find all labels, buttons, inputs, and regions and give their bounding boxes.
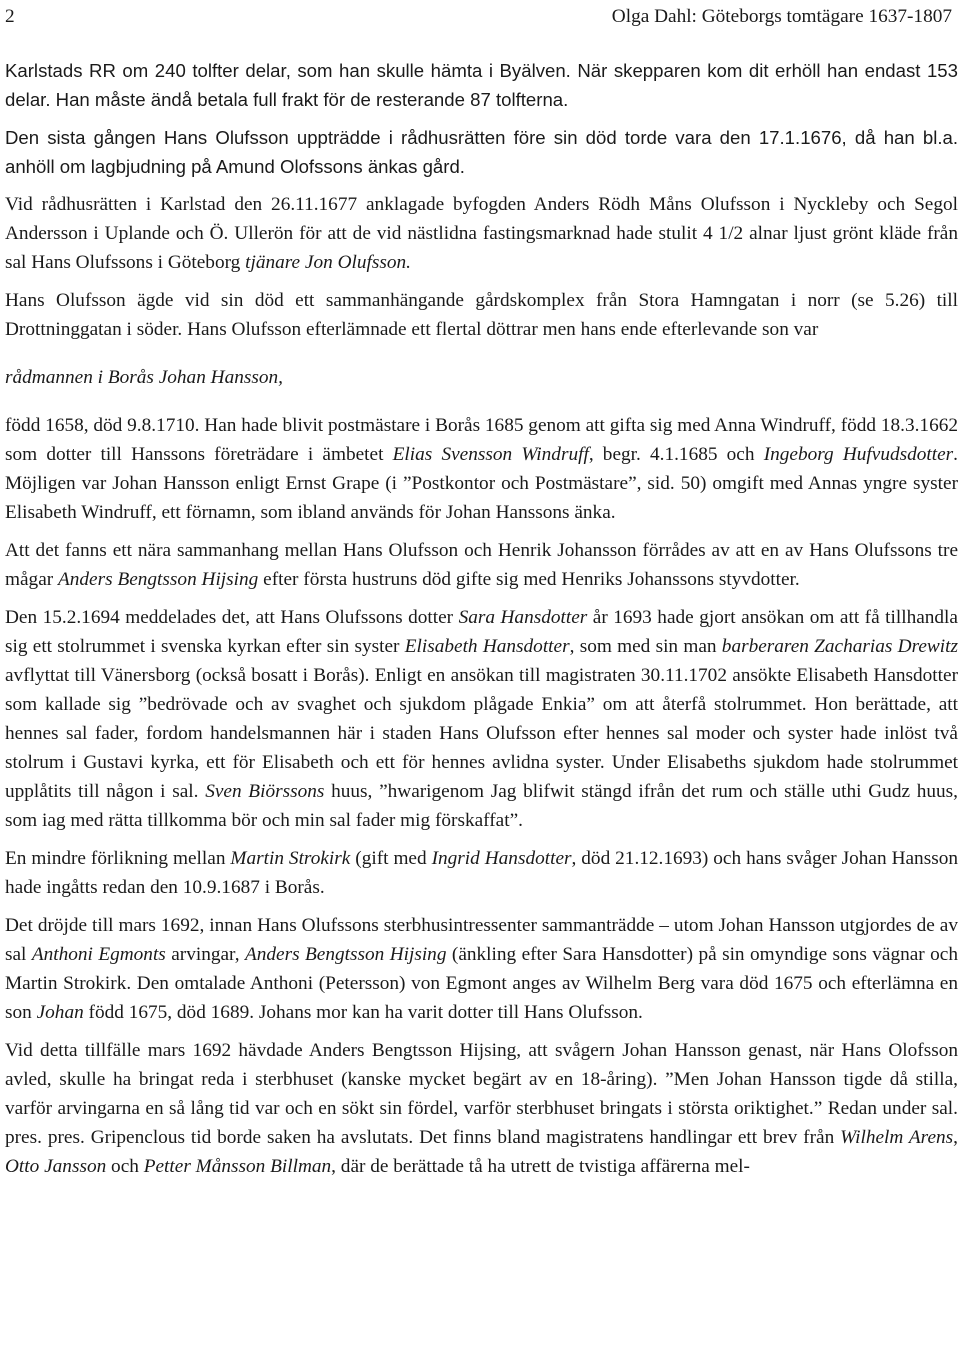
text-segment: Vid detta tillfälle mars 1692 hävdade Anders Bengtsson Hijsing, att svågern Johan Hansson genast, när Hans Olofsson avled, skulle ha bringat reda i sterbhuset (kanske mycket begärt av en 18-åring). ”Men Johan Hansson tigde då stilla, varför arvingarna en så lång tid var och en sökt sin fördel, varför sterbhuset bringats i största oriktighet.” Redan under sal. pres. pres. Gripenclous tid borde saken ha avslutats. Det finns bland magistratens handlingar ett brev från bbox=[5, 1040, 958, 1148]
italic-segment: Martin Strokirk bbox=[230, 848, 351, 869]
text-segment: arvingar, bbox=[165, 944, 245, 965]
text-segment: Vid rådhusrätten i Karlstad den 26.11.1677 anklagade byfogden Anders Rödh Måns Olufsson i Nyckleby och Segol Andersson i Uplande och Ö. Ullerön för att de vid nästlidna fastingsmarknad hade stulit 4 1/2 alnar ljust grönt kläde från sal Hans Olufssons i Göteborg bbox=[5, 194, 958, 273]
page-number: 2 bbox=[5, 6, 15, 27]
text-segment: efter första hustruns död gifte sig med Henriks Johanssons styvdotter. bbox=[258, 569, 800, 590]
italic-segment: Johan bbox=[36, 1002, 84, 1023]
text-segment: , begr. 4.1.1685 och bbox=[588, 444, 764, 465]
text-segment: Hans Olufsson ägde vid sin död ett sammanhängande gårdskomplex från Stora Hamngatan i norr (se 5.26) till Drottninggatan i söder. Hans Olufsson efterlämnade ett flertal döttrar men hans ende efterlevande son var bbox=[5, 290, 958, 340]
italic-segment: Otto Jansson bbox=[5, 1156, 107, 1177]
italic-segment: Ingeborg Hufvudsdotter bbox=[763, 444, 954, 465]
italic-segment: Petter Månsson Billman bbox=[143, 1156, 332, 1177]
text-segment: och bbox=[106, 1156, 144, 1177]
text-segment: Den sista gången Hans Olufsson uppträdde i rådhusrätten före sin död torde vara den 17.1.1676, då han bl.a. anhöll om lagbjudning på Amund Olofssons änkas gård. bbox=[5, 127, 958, 177]
text-segment: , bbox=[953, 1127, 958, 1148]
italic-segment: barberaren Zacharias Drewitz bbox=[721, 636, 958, 657]
paragraph-forlikning bbox=[5, 844, 958, 902]
text-segment: Att det fanns ett nära sammanhang mellan Hans Olufsson och Henrik Johansson förrådes av att en av Hans Olufssons tre mågar bbox=[5, 540, 958, 590]
body-text bbox=[5, 56, 958, 1190]
paragraph-gardskomplex bbox=[5, 286, 958, 344]
text-segment: (gift med bbox=[350, 848, 432, 869]
paragraph-stolrummet bbox=[5, 603, 958, 835]
paragraph-karlstads-rr bbox=[5, 56, 958, 114]
italic-segment: Anthoni Egmonts bbox=[31, 944, 166, 965]
paragraph-sterbhusintressenter bbox=[5, 911, 958, 1027]
text-segment: år 1693 hade gjort ansökan om att få tillhandla sig ett stolrummet i svenska kyrkan efter sin syster bbox=[5, 607, 958, 657]
italic-segment: Elias Svensson Windruff bbox=[392, 444, 589, 465]
text-segment: född 1675, död 1689. Johans mor kan ha varit dotter till Hans Olufsson. bbox=[83, 1002, 643, 1023]
italic-segment: Ingrid Hansdotter bbox=[431, 848, 572, 869]
text-segment: En mindre förlikning mellan bbox=[5, 848, 231, 869]
italic-segment: Sven Biörssons bbox=[205, 781, 325, 802]
paragraph-hijsing bbox=[5, 1036, 958, 1181]
paragraph-radhusratten-karlstad bbox=[5, 190, 958, 277]
text-segment: Det dröjde till mars 1692, innan Hans Olufssons sterbhusintressenter sammanträdde – utom Johan Hansson utgjordes de av sal bbox=[5, 915, 958, 965]
text-segment: född 1658, död 9.8.1710. Han hade blivit postmästare i Borås 1685 genom att gifta sig med Anna Windruff, född 18.3.1662 som dotter till Hanssons företrädare i ämbetet bbox=[5, 415, 958, 465]
text-segment: , där de berättade tå ha utrett de tvistiga affärerna mel- bbox=[331, 1156, 750, 1177]
italic-segment: Sara Hansdotter bbox=[458, 607, 588, 628]
text-segment: Den 15.2.1694 meddelades det, att Hans Olufssons dotter bbox=[5, 607, 459, 628]
text-segment: . Möjligen var Johan Hansson enligt Ernst Grape (i ”Postkontor och Postmästare”, sid. 50) omgift med Annas yngre syster Elisabeth Windruff, ett förnamn, som ibland används för Johan Hanssons änka. bbox=[5, 444, 958, 523]
text-segment: (änkling efter Sara Hansdotter) på sin omyndige sons vägnar och Martin Strokirk. Den omtalade Anthoni (Petersson) von Egmont anges av Wilhelm Berg vara död 1675 och efterlämna en son bbox=[5, 944, 958, 1023]
italic-segment: Anders Bengtsson Hijsing bbox=[244, 944, 447, 965]
italic-segment: rådmannen i Borås Johan Hansson, bbox=[5, 367, 283, 388]
italic-segment: Anders Bengtsson Hijsing bbox=[58, 569, 259, 590]
running-title: Olga Dahl: Göteborgs tomtägare 1637-1807 bbox=[611, 6, 952, 27]
paragraph-sista-gangen bbox=[5, 123, 958, 181]
paragraph-radmannen-heading bbox=[5, 363, 958, 392]
text-segment: huus, ”hwarigenom Jag blifwit stängd ifrån det rum och ställe uthi Gudz huus, som iag med rätta tillkomma bör och min sal fader mig förskaffat”. bbox=[5, 781, 958, 831]
text-segment: avflyttat till Vänersborg (också bosatt i Borås). Enligt en ansökan till magistraten 30.11.1702 ansökte Elisabeth Hansdotter som kallade sig ”bedrövade och av svaghet och sjukdom plågade Enkia” om att återfå stolrummet. Hon berättade, att hennes sal fader, fordom handelsmannen här i staden Hans Olufsson efter hennes sal moder och syster hade inlöst två stolrum i Gustavi kyrka, ett för Elisabeth och ett för hennes avlidna syster. Under Elisabeths sjukdom hade stolrummet upplåtits till någon i sal. bbox=[5, 665, 958, 802]
text-segment: , död 21.12.1693) och hans svåger Johan Hansson hade ingåtts redan den 10.9.1687 i Borås. bbox=[5, 848, 958, 898]
paragraph-postmastare bbox=[5, 411, 958, 527]
italic-segment: Wilhelm Arens bbox=[840, 1127, 954, 1148]
text-segment: Karlstads RR om 240 tolfter delar, som han skulle hämta i Byälven. När skepparen kom dit erhöll han endast 153 delar. Han måste ändå betala full frakt för de resterande 87 tolfterna. bbox=[5, 60, 958, 110]
paragraph-sammanhang bbox=[5, 536, 958, 594]
page-header bbox=[5, 2, 952, 32]
italic-segment: tjänare Jon Olufsson. bbox=[245, 252, 411, 273]
italic-segment: Elisabeth Hansdotter bbox=[404, 636, 570, 657]
text-segment: , som med sin man bbox=[569, 636, 722, 657]
